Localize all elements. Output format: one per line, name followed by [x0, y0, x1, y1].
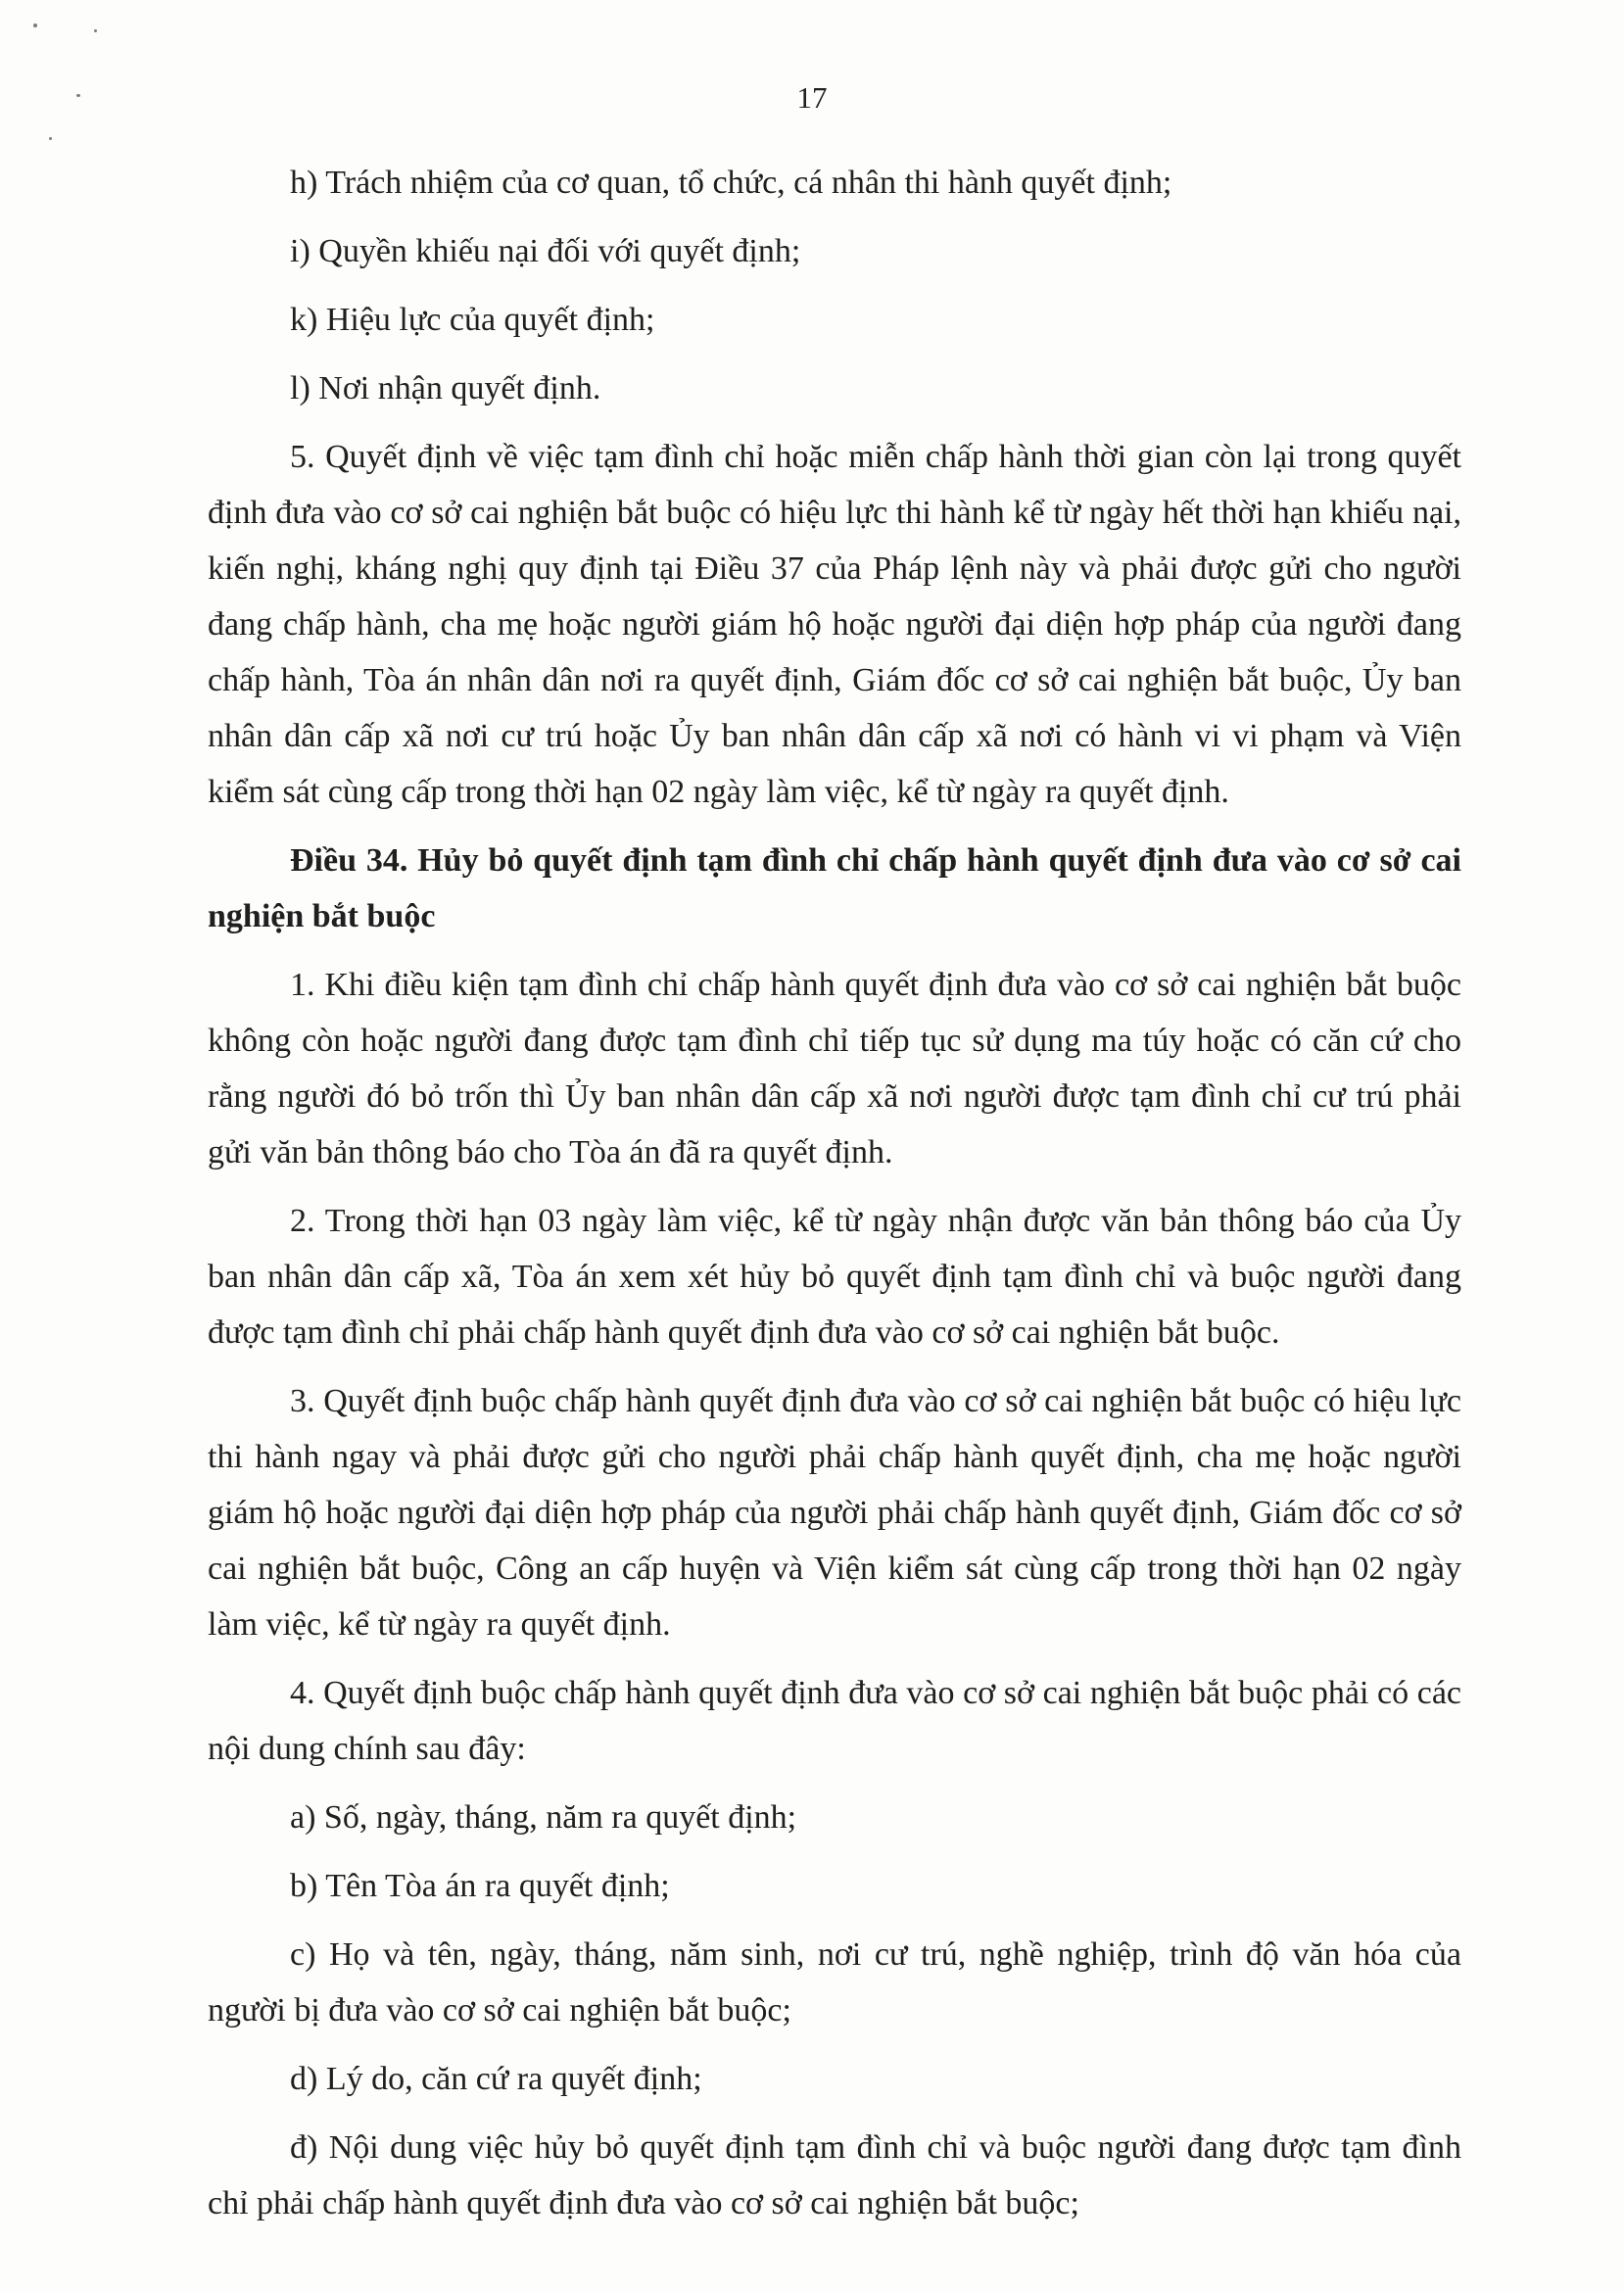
list-item-a: a) Số, ngày, tháng, năm ra quyết định;: [290, 1799, 797, 1836]
article-34-heading: Điều 34. Hủy bỏ quyết định tạm đình chỉ chấp hành quyết định đưa vào cơ sở cai nghiện bắt buộc: [208, 842, 1461, 934]
list-item-i: i) Quyền khiếu nại đối với quyết định;: [290, 233, 801, 269]
list-item-dd: đ) Nội dung việc hủy bỏ quyết định tạm đình chỉ và buộc người đang được tạm đình chỉ phải chấp hành quyết định đưa vào cơ sở cai nghiện bắt buộc;: [208, 2129, 1461, 2221]
list-item-b: b) Tên Tòa án ra quyết định;: [290, 1868, 670, 1904]
list-item-c: c) Họ và tên, ngày, tháng, năm sinh, nơi cư trú, nghề nghiệp, trình độ văn hóa của người bị đưa vào cơ sở cai nghiện bắt buộc;: [208, 1936, 1461, 2029]
clause-1: 1. Khi điều kiện tạm đình chỉ chấp hành quyết định đưa vào cơ sở cai nghiện bắt buộc không còn hoặc người đang được tạm đình chỉ tiếp tục sử dụng ma túy hoặc có căn cứ cho rằng người đó bỏ trốn thì Ủy ban nhân dân cấp xã nơi người được tạm đình chỉ cư trú phải gửi văn bản thông báo cho Tòa án đã ra quyết định.: [208, 967, 1461, 1170]
list-item-h: h) Trách nhiệm của cơ quan, tổ chức, cá nhân thi hành quyết định;: [290, 165, 1172, 201]
scan-speck: [33, 24, 37, 27]
list-item-k: k) Hiệu lực của quyết định;: [290, 302, 655, 338]
clause-3: 3. Quyết định buộc chấp hành quyết định đưa vào cơ sở cai nghiện bắt buộc có hiệu lực thi hành ngay và phải được gửi cho người phải chấp hành quyết định, cha mẹ hoặc người giám hộ hoặc người đại diện hợp pháp của người phải chấp hành quyết định, Giám đốc cơ sở cai nghiện bắt buộc, Công an cấp huyện và Viện kiểm sát cùng cấp trong thời hạn 02 ngày làm việc, kể từ ngày ra quyết định.: [208, 1383, 1461, 1643]
clause-4: 4. Quyết định buộc chấp hành quyết định đưa vào cơ sở cai nghiện bắt buộc phải có các nội dung chính sau đây:: [208, 1675, 1461, 1767]
document-body: [208, 155, 1461, 2244]
list-item-l: l) Nơi nhận quyết định.: [290, 370, 601, 406]
list-item-d: d) Lý do, căn cứ ra quyết định;: [290, 2061, 702, 2097]
page-number: 17: [796, 80, 828, 115]
clause-2: 2. Trong thời hạn 03 ngày làm việc, kể từ ngày nhận được văn bản thông báo của Ủy ban nhân dân cấp xã, Tòa án xem xét hủy bỏ quyết định tạm đình chỉ và buộc người đang được tạm đình chỉ phải chấp hành quyết định đưa vào cơ sở cai nghiện bắt buộc.: [208, 1203, 1461, 1351]
clause-5: 5. Quyết định về việc tạm đình chỉ hoặc miễn chấp hành thời gian còn lại trong quyết định đưa vào cơ sở cai nghiện bắt buộc có hiệu lực thi hành kể từ ngày hết thời hạn khiếu nại, kiến nghị, kháng nghị quy định tại Điều 37 của Pháp lệnh này và phải được gửi cho người đang chấp hành, cha mẹ hoặc người giám hộ hoặc người đại diện hợp pháp của người đang chấp hành, Tòa án nhân dân nơi ra quyết định, Giám đốc cơ sở cai nghiện bắt buộc, Ủy ban nhân dân cấp xã nơi cư trú hoặc Ủy ban nhân dân cấp xã nơi có hành vi vi phạm và Viện kiểm sát cùng cấp trong thời hạn 02 ngày làm việc, kể từ ngày ra quyết định.: [208, 439, 1461, 810]
scan-speck: [94, 29, 97, 32]
scan-speck: [49, 137, 52, 140]
